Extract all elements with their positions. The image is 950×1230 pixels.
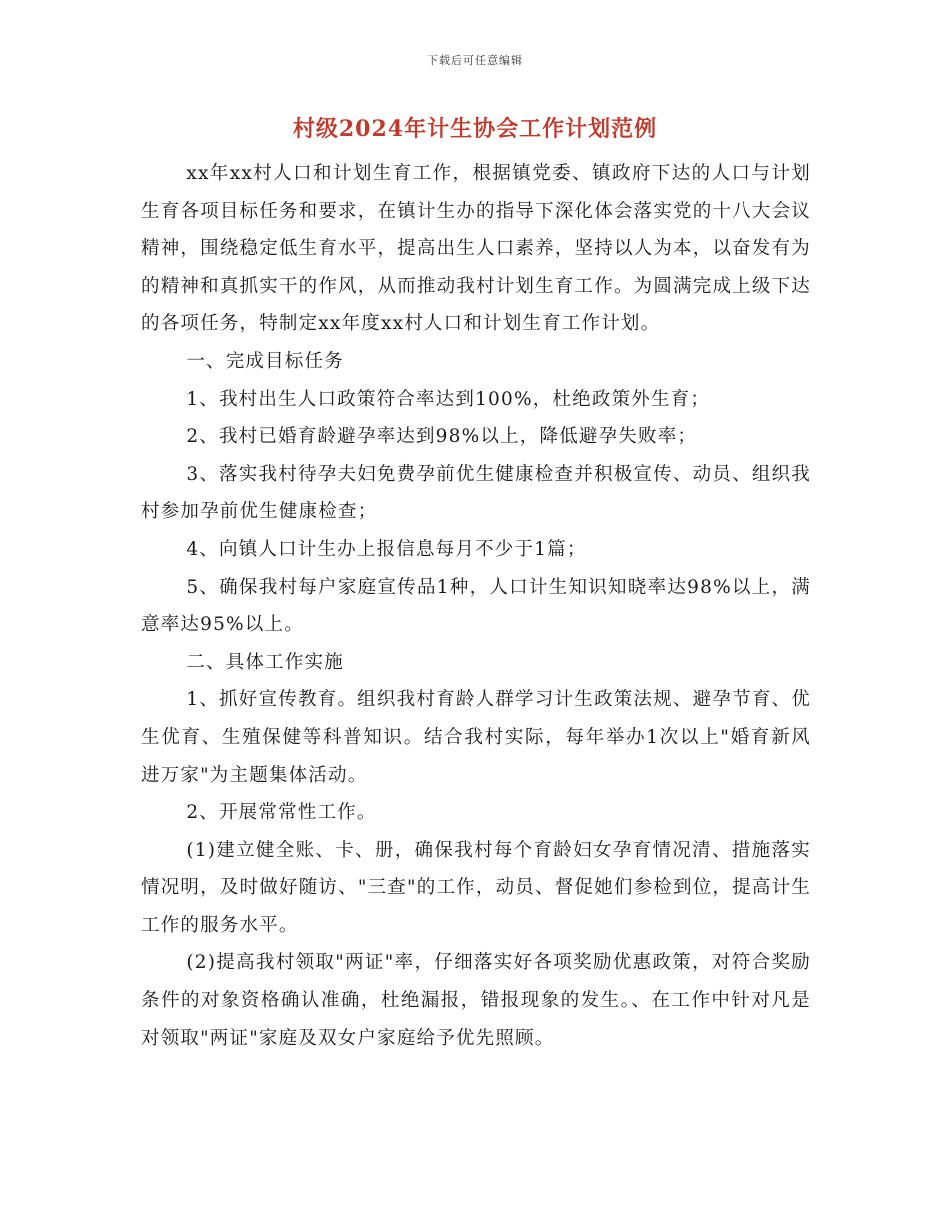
implementation-item-2: 2、开展常常性工作。 xyxy=(186,802,377,824)
section-heading-implementation: 二、具体工作实施 xyxy=(186,651,344,673)
implementation-subitem-2: (2)提高我村领取"两证"率，仔细落实好各项奖励优惠政策，对符合奖励条件的对象资格确认准确，杜绝漏报，错报现象的发生。、在工作中针对凡是对领取"两证"家庭及双女户家庭给予优先照顾。 xyxy=(141,952,811,1049)
intro-paragraph: xx年xx村人口和计划生育工作，根据镇党委、镇政府下达的人口与计划生育各项目标任务和要求，在镇计生办的指导下深化体会落实党的十八大会议精神，围绕稳定低生育水平，提高出生人口素养，坚持以人为本，以奋发有为的精神和真抓实干的作风，从而推动我村计划生育工作。为圆满完成上级下达的各项任务，特制定xx年度xx村人口和计划生育工作计划。 xyxy=(141,163,811,335)
target-item-5: 5、确保我村每户家庭宣传品1种，人口计生知识知晓率达98%以上，满意率达95%以上。 xyxy=(141,576,811,636)
implementation-item-1: 1、抓好宣传教育。组织我村育龄人群学习计生政策法规、避孕节育、优生优育、生殖保健等科普知识。结合我村实际，每年举办1次以上"婚育新风进万家"为主题集体活动。 xyxy=(141,689,811,786)
target-item-4: 4、向镇人口计生办上报信息每月不少于1篇； xyxy=(186,538,587,560)
target-item-3: 3、落实我村待孕夫妇免费孕前优生健康检查并积极宣传、动员、组织我村参加孕前优生健康检查； xyxy=(141,463,811,523)
document-body xyxy=(141,155,811,1057)
section-heading-targets: 一、完成目标任务 xyxy=(186,350,344,372)
header-note: 下载后可任意编辑 xyxy=(427,54,523,67)
target-item-2: 2、我村已婚育龄避孕率达到98%以上，降低避孕失败率； xyxy=(186,426,698,448)
implementation-subitem-1: (1)建立健全账、卡、册，确保我村每个育龄妇女孕育情况清、措施落实情况明，及时做好随访、"三查"的工作，动员、督促她们参检到位，提高计生工作的服务水平。 xyxy=(141,839,811,936)
target-item-1: 1、我村出生人口政策符合率达到100%，杜绝政策外生育； xyxy=(186,388,711,410)
document-title: 村级2024年计生协会工作计划范例 xyxy=(292,116,658,142)
